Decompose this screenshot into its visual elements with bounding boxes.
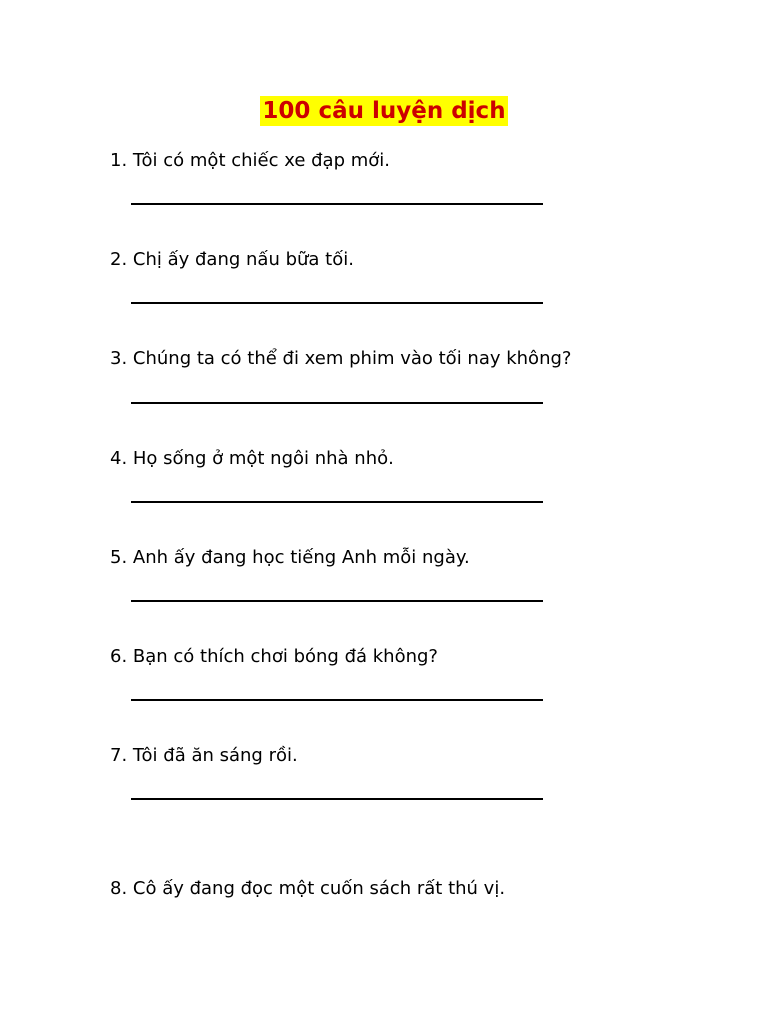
question-7: 7. Tôi đã ăn sáng rồi. [110, 745, 298, 766]
question-2: 2. Chị ấy đang nấu bữa tối. [110, 249, 354, 270]
question-4: 4. Họ sống ở một ngôi nhà nhỏ. [110, 448, 394, 469]
title-container [0, 96, 768, 126]
question-6: 6. Bạn có thích chơi bóng đá không? [110, 646, 438, 667]
answer-line-1 [131, 203, 543, 205]
question-3: 3. Chúng ta có thể đi xem phim vào tối nay không? [110, 348, 572, 369]
answer-line-4 [131, 501, 543, 503]
answer-line-3 [131, 402, 543, 404]
answer-line-5 [131, 600, 543, 602]
question-5: 5. Anh ấy đang học tiếng Anh mỗi ngày. [110, 547, 470, 568]
question-8: 8. Cô ấy đang đọc một cuốn sách rất thú vị. [110, 878, 506, 899]
answer-line-7 [131, 798, 543, 800]
answer-line-2 [131, 302, 543, 304]
page-title: 100 câu luyện dịch [262, 98, 506, 124]
question-1: 1. Tôi có một chiếc xe đạp mới. [110, 150, 390, 171]
answer-line-6 [131, 699, 543, 701]
